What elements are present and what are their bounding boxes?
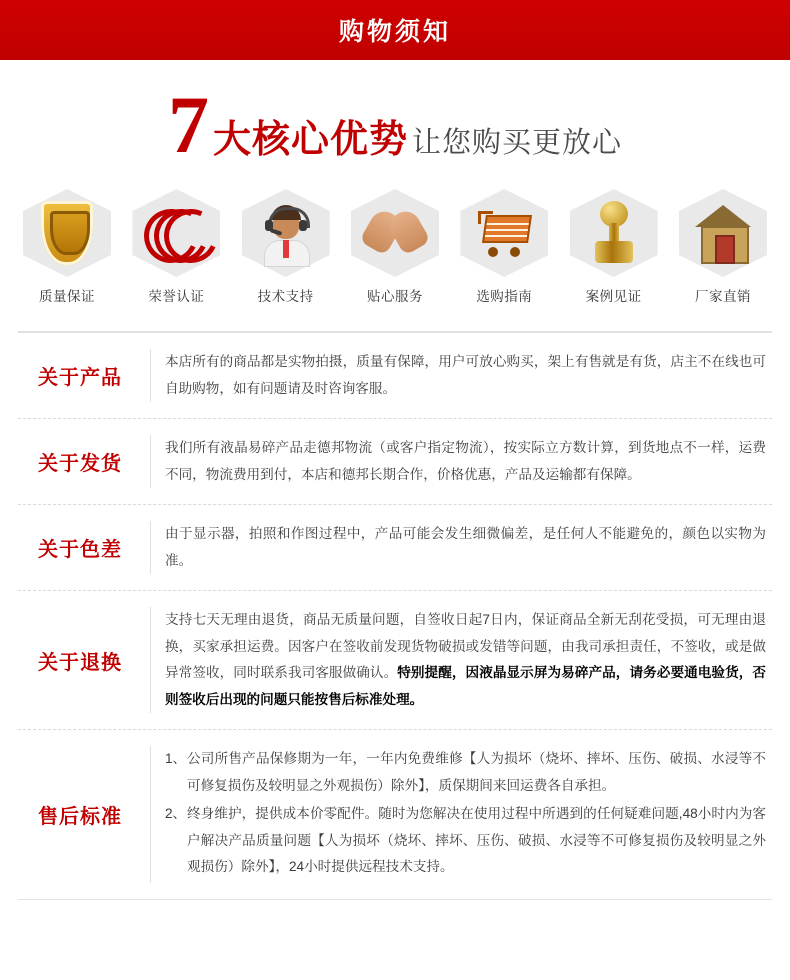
return-text-plain: 支持七天无理由退货，商品无质量问题，自签收日起7日内，保证商品全新无刮花受损，可无理由退换，买家承担运费。因客户在签收前发现货物破损或发错等问题，由我司承担责任，不签收，或是做异常签收，同时联系我司客服做确认。 (165, 612, 766, 680)
headset-support-icon (236, 189, 336, 277)
feature-label: 案例见证 (585, 289, 642, 304)
feature-item-certification (123, 189, 229, 305)
feature-label: 质量保证 (39, 289, 95, 304)
ccc-certification-icon (126, 189, 226, 277)
row-body (150, 746, 772, 883)
table-row-after-sales (18, 730, 772, 900)
banner-title: 购物须知 (338, 18, 451, 46)
row-title: 关于产品 (38, 367, 122, 389)
list-item (165, 746, 766, 799)
feature-label: 技术支持 (257, 289, 314, 304)
row-body (150, 607, 772, 713)
row-body: 我们所有液晶易碎产品走德邦物流（或客户指定物流），按实际立方数计算，到货地点不一样，运费不同，物流费用到付，本店和德邦长期合作，价格优惠，产品及运输都有保障。 (150, 435, 772, 488)
headline (0, 79, 790, 170)
list-marker: 1、 (165, 751, 187, 766)
headline-emphasis: 大核心优势 (212, 119, 408, 161)
table-row-shipping (18, 419, 772, 505)
list-text: 公司所售产品保修期为一年，一年内免费维修【人为损坏（烧坏、摔坏、压伤、破损、水浸等不可修复损伤及较明显之外观损伤）除外】，质保期间来回运费各自承担。 (187, 751, 766, 793)
feature-label: 荣誉认证 (148, 289, 205, 304)
list-text: 终身维护，提供成本价零配件。随时为您解决在使用过程中所遇到的任何疑难问题,48小时内为客户解决产品质量问题【人为损坏（烧坏、摔坏、压伤、破损、水浸等不可修复损伤及较明显之外观损伤）除外】，24小时提供远程技术支持。 (187, 806, 766, 874)
page-banner (0, 0, 790, 60)
shopping-cart-icon (454, 189, 554, 277)
feature-label: 厂家直销 (694, 289, 751, 304)
list-marker: 2、 (165, 806, 187, 821)
feature-item-cases (561, 189, 667, 305)
feature-item-factory (670, 189, 776, 305)
headline-number: 7 (167, 79, 209, 170)
row-title: 售后标准 (38, 805, 122, 828)
heart-hands-icon (345, 189, 445, 277)
info-table (18, 331, 772, 900)
table-row-color (18, 505, 772, 591)
row-title: 关于退换 (38, 651, 122, 674)
feature-item-support (233, 189, 339, 305)
row-title: 关于色差 (38, 539, 122, 561)
after-sales-list (165, 746, 766, 881)
table-row-return (18, 591, 772, 730)
headline-rest: 让您购买更放心 (412, 127, 623, 159)
shield-quality-icon (17, 189, 117, 277)
gold-stamp-icon (564, 189, 664, 277)
factory-house-icon (673, 189, 773, 277)
feature-label: 贴心服务 (366, 289, 423, 304)
feature-item-guide (451, 189, 557, 305)
row-body: 本店所有的商品都是实物拍摄，质量有保障，用户可放心购买，架上有售就是有货，店主不在线也可自助购物，如有问题请及时咨询客服。 (150, 349, 772, 402)
return-text-bold: 特别提醒，因液晶显示屏为易碎产品，请务必要通电验货，否则签收后出现的问题只能按售后标准处理。 (165, 665, 767, 707)
feature-list (0, 189, 790, 305)
feature-item-quality (14, 189, 120, 305)
feature-item-service (342, 189, 448, 305)
row-title: 关于发货 (38, 453, 122, 475)
table-row-product (18, 332, 772, 419)
list-item (165, 801, 766, 881)
row-body: 由于显示器，拍照和作图过程中，产品可能会发生细微偏差，是任何人不能避免的，颜色以实物为准。 (150, 521, 772, 574)
feature-label: 选购指南 (476, 289, 533, 304)
